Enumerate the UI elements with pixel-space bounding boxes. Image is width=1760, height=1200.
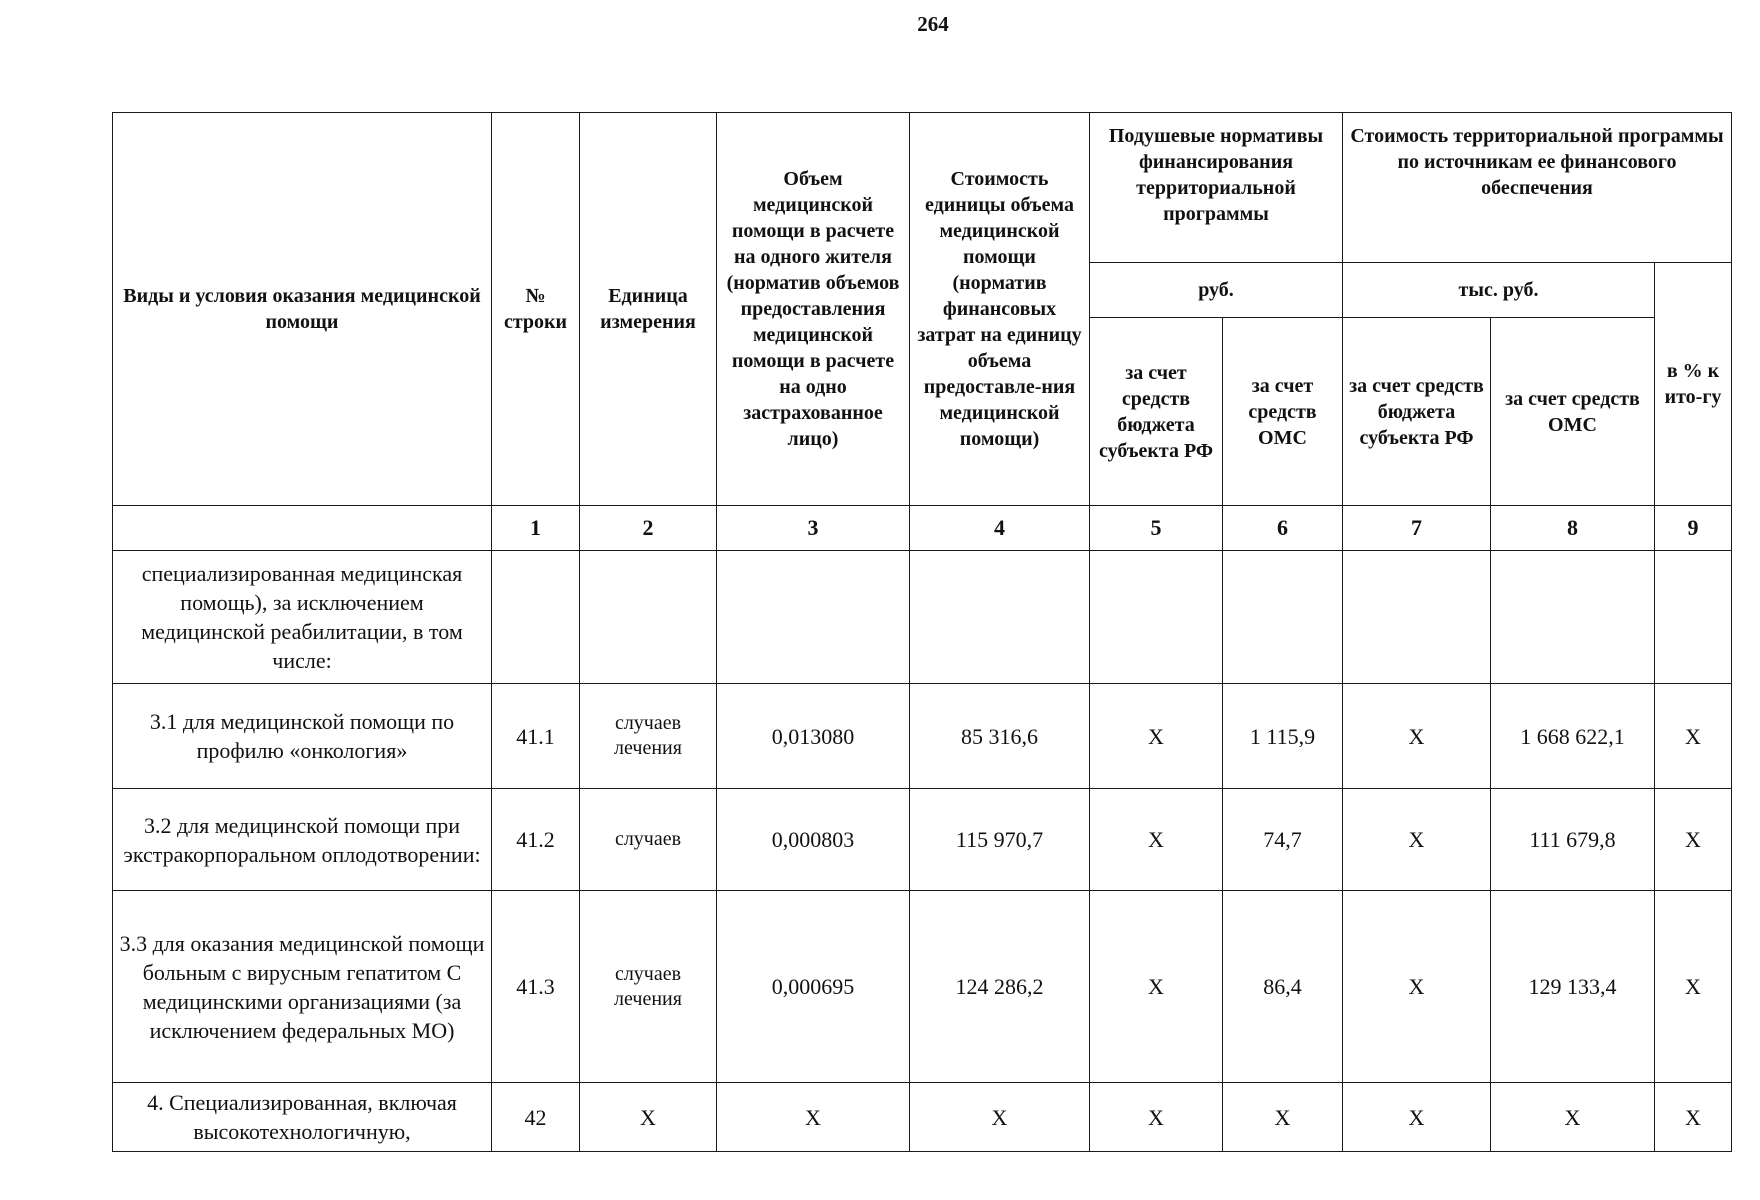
row-col8: Х	[1491, 1083, 1655, 1152]
header-row-no: № строки	[492, 113, 580, 506]
row-col5	[1090, 551, 1223, 684]
column-index: 1	[492, 506, 580, 551]
row-col6: 1 115,9	[1223, 684, 1343, 789]
row-cost: 115 970,7	[910, 789, 1090, 891]
row-number: 42	[492, 1083, 580, 1152]
row-unit: Х	[580, 1083, 717, 1152]
row-cost: 124 286,2	[910, 891, 1090, 1083]
row-col5: Х	[1090, 789, 1223, 891]
row-cost	[910, 551, 1090, 684]
column-index: 3	[717, 506, 910, 551]
row-col8: 129 133,4	[1491, 891, 1655, 1083]
row-number: 41.3	[492, 891, 580, 1083]
row-col6: Х	[1223, 1083, 1343, 1152]
table-row	[113, 891, 1732, 1083]
column-index: 2	[580, 506, 717, 551]
header-oms-6: за счет средств ОМС	[1223, 318, 1343, 506]
header-cost: Стоимость единицы объема медицинской помощи (норматив финансовых затрат на единицу объема предоставле-ния медицинской помощи)	[910, 113, 1090, 506]
column-index-row	[113, 506, 1732, 551]
row-label: 3.2 для медицинской помощи при экстракорпоральном оплодотворении:	[113, 789, 492, 891]
row-cost: 85 316,6	[910, 684, 1090, 789]
header-volume: Объем медицинской помощи в расчете на одного жителя (норматив объемов предоставления медицинской помощи в расчете на одно застрахованное лицо)	[717, 113, 910, 506]
table-row	[113, 684, 1732, 789]
header-oms-8: за счет средств ОМС	[1491, 318, 1655, 506]
row-volume: Х	[717, 1083, 910, 1152]
row-col6	[1223, 551, 1343, 684]
row-col7: Х	[1343, 684, 1491, 789]
column-index: 8	[1491, 506, 1655, 551]
row-volume	[717, 551, 910, 684]
row-col9: Х	[1655, 684, 1732, 789]
row-number: 41.2	[492, 789, 580, 891]
row-col9: Х	[1655, 891, 1732, 1083]
row-unit	[580, 551, 717, 684]
row-col7	[1343, 551, 1491, 684]
row-col7: Х	[1343, 1083, 1491, 1152]
column-index	[113, 506, 492, 551]
row-label: 4. Специализированная, включая высокотехнологичную,	[113, 1083, 492, 1152]
row-label: 3.1 для медицинской помощи по профилю «онкология»	[113, 684, 492, 789]
row-col5: Х	[1090, 1083, 1223, 1152]
column-index: 5	[1090, 506, 1223, 551]
row-cost: Х	[910, 1083, 1090, 1152]
row-unit: случаев лечения	[580, 684, 717, 789]
table-row	[113, 551, 1732, 684]
row-number	[492, 551, 580, 684]
row-col8: 111 679,8	[1491, 789, 1655, 891]
row-volume: 0,000695	[717, 891, 910, 1083]
row-col8	[1491, 551, 1655, 684]
column-index: 7	[1343, 506, 1491, 551]
column-index: 4	[910, 506, 1090, 551]
row-volume: 0,013080	[717, 684, 910, 789]
table-row	[113, 1083, 1732, 1152]
header-unit-thousand-rub: тыс. руб.	[1343, 263, 1655, 318]
header-program-cost: Стоимость территориальной программы по источникам ее финансового обеспечения	[1343, 113, 1732, 263]
column-index: 9	[1655, 506, 1732, 551]
column-index: 6	[1223, 506, 1343, 551]
row-number: 41.1	[492, 684, 580, 789]
header-percent: в % к ито-гу	[1655, 263, 1732, 506]
page-number: 264	[917, 12, 949, 36]
table-row	[113, 789, 1732, 891]
row-col9: Х	[1655, 1083, 1732, 1152]
row-col8: 1 668 622,1	[1491, 684, 1655, 789]
row-volume: 0,000803	[717, 789, 910, 891]
row-col5: Х	[1090, 684, 1223, 789]
row-unit: случаев лечения	[580, 891, 717, 1083]
row-col7: Х	[1343, 891, 1491, 1083]
row-label: 3.3 для оказания медицинской помощи больным с вирусным гепатитом С медицинскими организациями (за исключением федеральных МО)	[113, 891, 492, 1083]
row-col6: 74,7	[1223, 789, 1343, 891]
header-per-capita: Подушевые нормативы финансирования территориальной программы	[1090, 113, 1343, 263]
header-unit-rub: руб.	[1090, 263, 1343, 318]
row-col9	[1655, 551, 1732, 684]
financing-table	[112, 112, 1732, 1152]
header-type: Виды и условия оказания медицинской помощи	[113, 113, 492, 506]
row-label: специализированная медицинская помощь), за исключением медицинской реабилитации, в том числе:	[113, 551, 492, 684]
row-col6: 86,4	[1223, 891, 1343, 1083]
row-col5: Х	[1090, 891, 1223, 1083]
header-unit: Единица измерения	[580, 113, 717, 506]
row-col7: Х	[1343, 789, 1491, 891]
row-unit: случаев	[580, 789, 717, 891]
row-col9: Х	[1655, 789, 1732, 891]
header-budget-7: за счет средств бюджета субъекта РФ	[1343, 318, 1491, 506]
header-budget-5: за счет средств бюджета субъекта РФ	[1090, 318, 1223, 506]
